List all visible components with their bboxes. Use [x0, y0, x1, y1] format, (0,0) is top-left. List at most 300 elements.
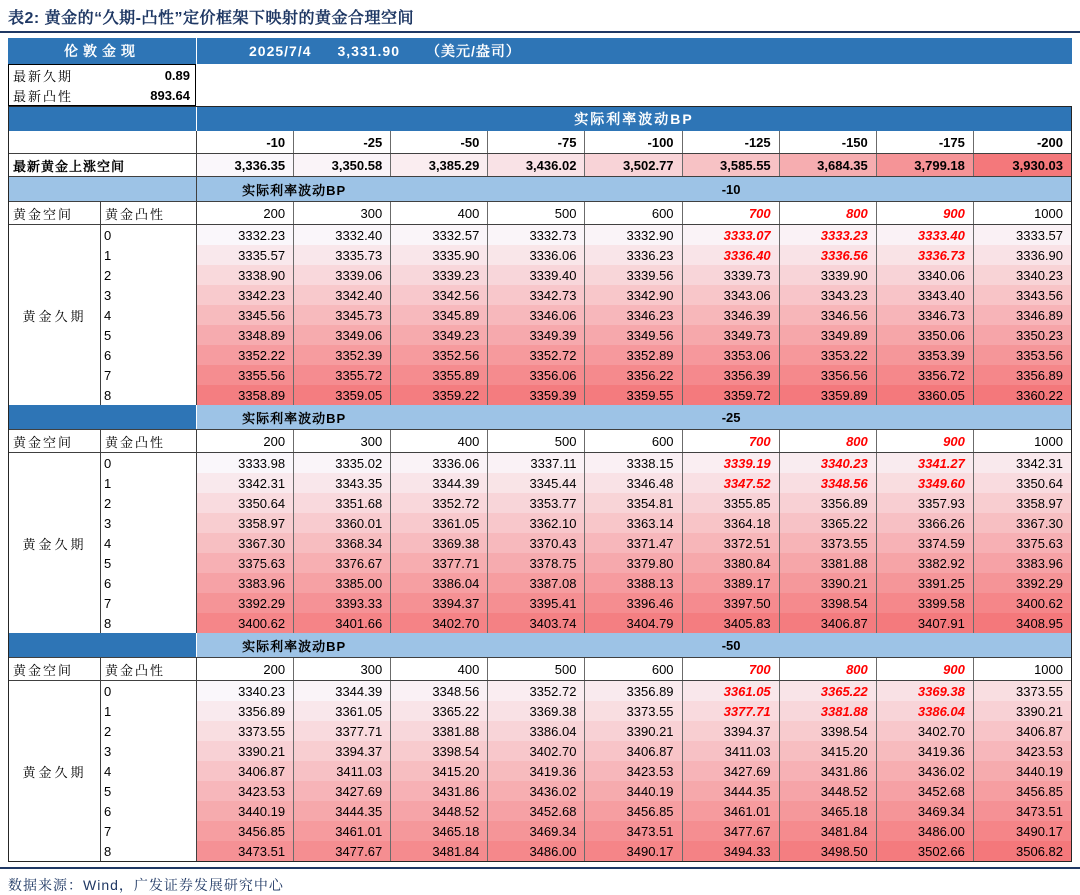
- matrix-cell: 3356.89: [780, 493, 877, 513]
- matrix-cell: 3353.06: [683, 345, 780, 365]
- matrix-cell: 3390.21: [197, 741, 294, 761]
- matrix-cell: 3340.23: [780, 453, 877, 473]
- gold-rise-value: 3,684.35: [780, 154, 877, 176]
- matrix-cell: 3381.88: [780, 553, 877, 573]
- matrix-cell: 3348.56: [391, 681, 488, 701]
- matrix-cell: 3340.06: [877, 265, 974, 285]
- matrix-cell: 3402.70: [391, 613, 488, 633]
- matrix-cell: 3346.39: [683, 305, 780, 325]
- scenario-shock-value: -10: [721, 181, 741, 197]
- rate-shock-band-label: 实际利率波动BP: [574, 111, 694, 127]
- matrix-cell: 3423.53: [197, 781, 294, 801]
- matrix-cell: 3342.23: [197, 285, 294, 305]
- matrix-cell: 3363.14: [585, 513, 682, 533]
- matrix-cell: 3486.00: [488, 841, 585, 861]
- instrument-name: 伦敦金现: [8, 38, 197, 64]
- matrix-cell: 3353.77: [488, 493, 585, 513]
- convexity-level: 4: [101, 305, 197, 325]
- matrix-cell: 3342.31: [197, 473, 294, 493]
- gold-rise-value: 3,436.02: [488, 154, 585, 176]
- matrix-cell: 3419.36: [488, 761, 585, 781]
- block-header-row: [9, 202, 1071, 225]
- matrix-cell: 3335.57: [197, 245, 294, 265]
- scenario-shock-value: -25: [721, 409, 741, 425]
- convexity-level: 5: [101, 325, 197, 345]
- matrix-cell: 3386.04: [391, 573, 488, 593]
- instrument-band: [8, 38, 1072, 64]
- matrix-cell: 3342.90: [585, 285, 682, 305]
- matrix-cell: 3411.03: [294, 761, 391, 781]
- matrix-cell: 3392.29: [974, 573, 1071, 593]
- matrix-cell: 3415.20: [780, 741, 877, 761]
- convexity-col-header: 300: [294, 658, 391, 680]
- convexity-level: 1: [101, 701, 197, 721]
- matrix-cell: 3344.39: [391, 473, 488, 493]
- convexity-value: 893.64: [150, 87, 190, 103]
- matrix-cell: 3356.89: [197, 701, 294, 721]
- matrix-cell: 3332.40: [294, 225, 391, 245]
- gold-rise-row: [9, 154, 1071, 177]
- matrix-cell: 3352.39: [294, 345, 391, 365]
- convexity-col-header: 300: [294, 202, 391, 224]
- rate-tick: -50: [391, 131, 488, 153]
- block-body: [9, 225, 1071, 405]
- matrix-cell: 3397.50: [683, 593, 780, 613]
- matrix-cell: 3477.67: [683, 821, 780, 841]
- matrix-cell: 3375.63: [974, 533, 1071, 553]
- scenario-band-label: 实际利率波动BP: [242, 638, 347, 654]
- matrix-cell: 3389.17: [683, 573, 780, 593]
- matrix-cell: 3352.72: [391, 493, 488, 513]
- rate-tick-row-left: [9, 131, 197, 153]
- scenario-band-label: 实际利率波动BP: [242, 182, 347, 198]
- scenario-band: [9, 633, 1071, 658]
- matrix-cell: 3406.87: [780, 613, 877, 633]
- matrix-cell: 3336.56: [780, 245, 877, 265]
- matrix-cell: 3469.34: [488, 821, 585, 841]
- matrix-cell: 3388.13: [585, 573, 682, 593]
- matrix-cell: 3353.56: [974, 345, 1071, 365]
- matrix-cell: 3390.21: [974, 701, 1071, 721]
- matrix-cell: 3365.22: [391, 701, 488, 721]
- matrix-cell: 3355.85: [683, 493, 780, 513]
- matrix-cell: 3355.56: [197, 365, 294, 385]
- convexity-col-header: 500: [488, 658, 585, 680]
- matrix-cell: 3359.22: [391, 385, 488, 405]
- matrix-cell: 3386.04: [488, 721, 585, 741]
- matrix-cell: 3340.23: [974, 265, 1071, 285]
- convexity-col-header: 500: [488, 430, 585, 452]
- matrix-cell: 3333.98: [197, 453, 294, 473]
- matrix-cell: 3352.72: [488, 345, 585, 365]
- gold-pricing-table: [8, 38, 1072, 862]
- convexity-col-header: 600: [585, 658, 682, 680]
- convexity-level: 7: [101, 593, 197, 613]
- duration-row-label: 黄金久期: [9, 453, 101, 633]
- matrix-cell: 3333.40: [877, 225, 974, 245]
- matrix-cell: 3377.71: [683, 701, 780, 721]
- matrix-cell: 3371.47: [585, 533, 682, 553]
- matrix-cell: 3386.04: [877, 701, 974, 721]
- duration-row-label: 黄金久期: [9, 225, 101, 405]
- convexity-col-header: 400: [391, 430, 488, 452]
- matrix-cell: 3402.70: [877, 721, 974, 741]
- gold-rise-value: 3,350.58: [294, 154, 391, 176]
- rate-tick: -150: [780, 131, 877, 153]
- matrix-cell: 3356.22: [585, 365, 682, 385]
- convexity-col-header: 900: [877, 430, 974, 452]
- matrix-cell: 3380.84: [683, 553, 780, 573]
- page-title: 表2: 黄金的“久期-凸性”定价框架下映射的黄金合理空间: [8, 10, 415, 27]
- matrix-cell: 3390.21: [585, 721, 682, 741]
- convexity-level: 8: [101, 385, 197, 405]
- matrix-cell: 3448.52: [391, 801, 488, 821]
- matrix-cell: 3360.05: [877, 385, 974, 405]
- matrix-cell: 3411.03: [683, 741, 780, 761]
- gold-rise-label: 最新黄金上涨空间: [9, 154, 197, 176]
- matrix-cell: 3373.55: [585, 701, 682, 721]
- matrix-cell: 3367.30: [974, 513, 1071, 533]
- matrix-cell: 3352.56: [391, 345, 488, 365]
- matrix-cell: 3356.89: [585, 681, 682, 701]
- matrix-cell: 3375.63: [197, 553, 294, 573]
- matrix-cell: 3348.56: [780, 473, 877, 493]
- matrix-cell: 3431.86: [391, 781, 488, 801]
- convexity-col-header: 1000: [1034, 661, 1063, 677]
- duration-value: 0.89: [164, 67, 190, 83]
- matrix-cell: 3333.23: [780, 225, 877, 245]
- gold-space-header: 黄金空间: [9, 202, 101, 224]
- matrix-cell: 3352.89: [585, 345, 682, 365]
- matrix-cell: 3362.10: [488, 513, 585, 533]
- matrix-cell: 3336.06: [391, 453, 488, 473]
- matrix-cell: 3332.57: [391, 225, 488, 245]
- convexity-row: [9, 85, 195, 105]
- matrix-cell: 3406.87: [974, 721, 1071, 741]
- convexity-col-header: 600: [585, 202, 682, 224]
- matrix-cell: 3490.17: [585, 841, 682, 861]
- matrix-cell: 3364.18: [683, 513, 780, 533]
- matrix-cell: 3456.85: [974, 781, 1071, 801]
- matrix-cell: 3399.58: [877, 593, 974, 613]
- gold-rise-value: 3,336.35: [197, 154, 294, 176]
- matrix-cell: 3502.66: [877, 841, 974, 861]
- matrix-cell: 3400.62: [974, 593, 1071, 613]
- matrix-cell: 3332.90: [585, 225, 682, 245]
- matrix-cell: 3360.01: [294, 513, 391, 533]
- convexity-level: 2: [101, 493, 197, 513]
- matrix-cell: 3394.37: [391, 593, 488, 613]
- matrix-cell: 3349.06: [294, 325, 391, 345]
- matrix-cell: 3342.31: [974, 453, 1071, 473]
- matrix-cell: 3350.64: [197, 493, 294, 513]
- matrix-cell: 3356.39: [683, 365, 780, 385]
- matrix-cell: 3366.26: [877, 513, 974, 533]
- matrix-cell: 3345.44: [488, 473, 585, 493]
- quote-date: 2025/7/4: [249, 43, 312, 59]
- matrix-cell: 3338.15: [585, 453, 682, 473]
- convexity-col-header: 400: [391, 658, 488, 680]
- matrix-cell: 3408.95: [974, 613, 1071, 633]
- convexity-col-header: 200: [197, 658, 294, 680]
- matrix-cell: 3333.57: [974, 225, 1071, 245]
- matrix-table: [8, 106, 1072, 862]
- duration-row: [9, 65, 195, 85]
- matrix-cell: 3350.06: [877, 325, 974, 345]
- matrix-cell: 3400.62: [197, 613, 294, 633]
- matrix-cell: 3372.51: [683, 533, 780, 553]
- matrix-cell: 3407.91: [877, 613, 974, 633]
- matrix-cell: 3352.72: [488, 681, 585, 701]
- scenario-band: [9, 405, 1071, 430]
- gold-convexity-header: 黄金凸性: [101, 430, 197, 452]
- matrix-cell: 3405.83: [683, 613, 780, 633]
- convexity-col-header: 800: [780, 202, 877, 224]
- matrix-cell: 3398.54: [780, 593, 877, 613]
- scenario-band-left: [9, 633, 197, 657]
- matrix-cell: 3494.33: [683, 841, 780, 861]
- scenario-blocks: [9, 177, 1071, 861]
- quote-unit: （美元/盎司）: [426, 43, 521, 59]
- matrix-cell: 3360.22: [974, 385, 1071, 405]
- matrix-cell: 3403.74: [488, 613, 585, 633]
- matrix-cell: 3342.40: [294, 285, 391, 305]
- data-source: 数据来源：Wind，广发证券发展研究中心: [8, 877, 284, 893]
- matrix-cell: 3452.68: [877, 781, 974, 801]
- matrix-cell: 3465.18: [391, 821, 488, 841]
- matrix-cell: 3461.01: [294, 821, 391, 841]
- gold-rise-value: 3,385.29: [391, 154, 488, 176]
- matrix-cell: 3444.35: [683, 781, 780, 801]
- matrix-cell: 3385.00: [294, 573, 391, 593]
- matrix-cell: 3381.88: [391, 721, 488, 741]
- convexity-col-header: 500: [488, 202, 585, 224]
- matrix-cell: 3346.23: [585, 305, 682, 325]
- matrix-cell: 3390.21: [780, 573, 877, 593]
- matrix-cell: 3481.84: [391, 841, 488, 861]
- matrix-cell: 3456.85: [585, 801, 682, 821]
- matrix-cell: 3377.71: [391, 553, 488, 573]
- rate-shock-band-left: [9, 107, 197, 131]
- convexity-level: 7: [101, 365, 197, 385]
- matrix-cell: 3465.18: [780, 801, 877, 821]
- matrix-cell: 3356.06: [488, 365, 585, 385]
- matrix-cell: 3498.50: [780, 841, 877, 861]
- gold-rise-value: 3,585.55: [683, 154, 780, 176]
- matrix-cell: 3335.90: [391, 245, 488, 265]
- matrix-cell: 3343.23: [780, 285, 877, 305]
- matrix-cell: 3378.75: [488, 553, 585, 573]
- convexity-level: 0: [101, 681, 197, 701]
- matrix-cell: 3353.22: [780, 345, 877, 365]
- matrix-cell: 3486.00: [877, 821, 974, 841]
- matrix-cell: 3367.30: [197, 533, 294, 553]
- matrix-cell: 3365.22: [780, 681, 877, 701]
- matrix-cell: 3365.22: [780, 513, 877, 533]
- convexity-level: 8: [101, 841, 197, 861]
- matrix-cell: 3361.05: [683, 681, 780, 701]
- scenario-band-label: 实际利率波动BP: [242, 410, 347, 426]
- matrix-cell: 3336.23: [585, 245, 682, 265]
- convexity-col-header: 1000: [1034, 205, 1063, 221]
- matrix-cell: 3469.34: [877, 801, 974, 821]
- matrix-cell: 3473.51: [974, 801, 1071, 821]
- duration-label: 最新久期: [13, 68, 74, 84]
- gold-space-header: 黄金空间: [9, 658, 101, 680]
- matrix-cell: 3506.82: [974, 841, 1071, 861]
- matrix-cell: 3341.27: [877, 453, 974, 473]
- matrix-cell: 3352.22: [197, 345, 294, 365]
- matrix-cell: 3436.02: [488, 781, 585, 801]
- matrix-cell: 3359.72: [683, 385, 780, 405]
- matrix-cell: 3377.71: [294, 721, 391, 741]
- convexity-level: 6: [101, 801, 197, 821]
- matrix-cell: 3461.01: [683, 801, 780, 821]
- matrix-cell: 3440.19: [197, 801, 294, 821]
- matrix-cell: 3332.73: [488, 225, 585, 245]
- matrix-cell: 3350.23: [974, 325, 1071, 345]
- matrix-cell: 3344.39: [294, 681, 391, 701]
- gold-rise-value: 3,930.03: [974, 154, 1071, 176]
- matrix-cell: 3373.55: [780, 533, 877, 553]
- matrix-cell: 3356.89: [974, 365, 1071, 385]
- matrix-cell: 3419.36: [877, 741, 974, 761]
- matrix-cell: 3391.25: [877, 573, 974, 593]
- convexity-level: 3: [101, 741, 197, 761]
- matrix-cell: 3406.87: [585, 741, 682, 761]
- matrix-cell: 3338.90: [197, 265, 294, 285]
- title-divider: [0, 31, 1080, 33]
- matrix-cell: 3373.55: [197, 721, 294, 741]
- block-body: [9, 681, 1071, 861]
- rate-tick: -200: [1036, 134, 1063, 150]
- matrix-cell: 3387.08: [488, 573, 585, 593]
- matrix-cell: 3431.86: [780, 761, 877, 781]
- matrix-cell: 3335.02: [294, 453, 391, 473]
- rate-tick: -100: [585, 131, 682, 153]
- rate-tick: -10: [197, 131, 294, 153]
- matrix-cell: 3374.59: [877, 533, 974, 553]
- matrix-cell: 3398.54: [391, 741, 488, 761]
- convexity-col-header: 300: [294, 430, 391, 452]
- duration-row-label: 黄金久期: [9, 681, 101, 861]
- convexity-col-header: 400: [391, 202, 488, 224]
- matrix-cell: 3339.40: [488, 265, 585, 285]
- matrix-cell: 3345.56: [197, 305, 294, 325]
- matrix-cell: 3393.33: [294, 593, 391, 613]
- matrix-cell: 3349.89: [780, 325, 877, 345]
- matrix-cell: 3339.19: [683, 453, 780, 473]
- matrix-cell: 3347.52: [683, 473, 780, 493]
- gold-rise-value: 3,799.18: [877, 154, 974, 176]
- matrix-cell: 3339.73: [683, 265, 780, 285]
- matrix-cell: 3368.34: [294, 533, 391, 553]
- convexity-col-header: 900: [877, 202, 974, 224]
- convexity-col-header: 800: [780, 430, 877, 452]
- convexity-col-header: 800: [780, 658, 877, 680]
- gold-convexity-header: 黄金凸性: [101, 658, 197, 680]
- matrix-cell: 3490.17: [974, 821, 1071, 841]
- matrix-cell: 3356.72: [877, 365, 974, 385]
- matrix-cell: 3346.48: [585, 473, 682, 493]
- matrix-cell: 3440.19: [585, 781, 682, 801]
- matrix-cell: 3473.51: [197, 841, 294, 861]
- matrix-cell: 3381.88: [780, 701, 877, 721]
- matrix-cell: 3401.66: [294, 613, 391, 633]
- scenario-band: [9, 177, 1071, 202]
- matrix-cell: 3342.56: [391, 285, 488, 305]
- convexity-col-header: 900: [877, 658, 974, 680]
- matrix-cell: 3394.37: [294, 741, 391, 761]
- matrix-cell: 3383.96: [197, 573, 294, 593]
- rate-tick: -125: [683, 131, 780, 153]
- matrix-cell: 3383.96: [974, 553, 1071, 573]
- matrix-cell: 3353.39: [877, 345, 974, 365]
- matrix-cell: 3342.73: [488, 285, 585, 305]
- matrix-cell: 3415.20: [391, 761, 488, 781]
- matrix-cell: 3427.69: [683, 761, 780, 781]
- matrix-cell: 3340.23: [197, 681, 294, 701]
- gold-convexity-header: 黄金凸性: [101, 202, 197, 224]
- matrix-cell: 3350.64: [974, 473, 1071, 493]
- matrix-cell: 3358.89: [197, 385, 294, 405]
- matrix-cell: 3373.55: [974, 681, 1071, 701]
- convexity-level: 1: [101, 473, 197, 493]
- convexity-col-header: 600: [585, 430, 682, 452]
- quote-price: 3,331.90: [337, 43, 400, 59]
- matrix-cell: 3335.73: [294, 245, 391, 265]
- matrix-cell: 3339.90: [780, 265, 877, 285]
- latest-metrics-box: [8, 64, 196, 106]
- matrix-cell: 3351.68: [294, 493, 391, 513]
- block-header-row: [9, 658, 1071, 681]
- convexity-level: 3: [101, 513, 197, 533]
- rate-tick: -75: [488, 131, 585, 153]
- matrix-cell: 3392.29: [197, 593, 294, 613]
- convexity-level: 1: [101, 245, 197, 265]
- convexity-level: 3: [101, 285, 197, 305]
- convexity-col-header: 700: [683, 658, 780, 680]
- block-header-row: [9, 430, 1071, 453]
- matrix-cell: 3376.67: [294, 553, 391, 573]
- matrix-cell: 3346.73: [877, 305, 974, 325]
- matrix-cell: 3349.60: [877, 473, 974, 493]
- matrix-cell: 3358.97: [974, 493, 1071, 513]
- matrix-cell: 3359.39: [488, 385, 585, 405]
- matrix-cell: 3379.80: [585, 553, 682, 573]
- matrix-cell: 3369.38: [877, 681, 974, 701]
- matrix-cell: 3448.52: [780, 781, 877, 801]
- convexity-col-header: 1000: [1034, 433, 1063, 449]
- matrix-cell: 3406.87: [197, 761, 294, 781]
- matrix-cell: 3382.92: [877, 553, 974, 573]
- matrix-cell: 3473.51: [585, 821, 682, 841]
- matrix-cell: 3343.40: [877, 285, 974, 305]
- scenario-shock-value: -50: [721, 637, 741, 653]
- matrix-cell: 3452.68: [488, 801, 585, 821]
- convexity-level: 6: [101, 573, 197, 593]
- rate-tick-row: [9, 131, 1071, 154]
- matrix-cell: 3348.89: [197, 325, 294, 345]
- convexity-level: 8: [101, 613, 197, 633]
- convexity-level: 6: [101, 345, 197, 365]
- matrix-cell: 3423.53: [585, 761, 682, 781]
- rate-tick: -25: [294, 131, 391, 153]
- matrix-cell: 3349.73: [683, 325, 780, 345]
- convexity-level: 2: [101, 265, 197, 285]
- matrix-cell: 3404.79: [585, 613, 682, 633]
- matrix-cell: 3456.85: [197, 821, 294, 841]
